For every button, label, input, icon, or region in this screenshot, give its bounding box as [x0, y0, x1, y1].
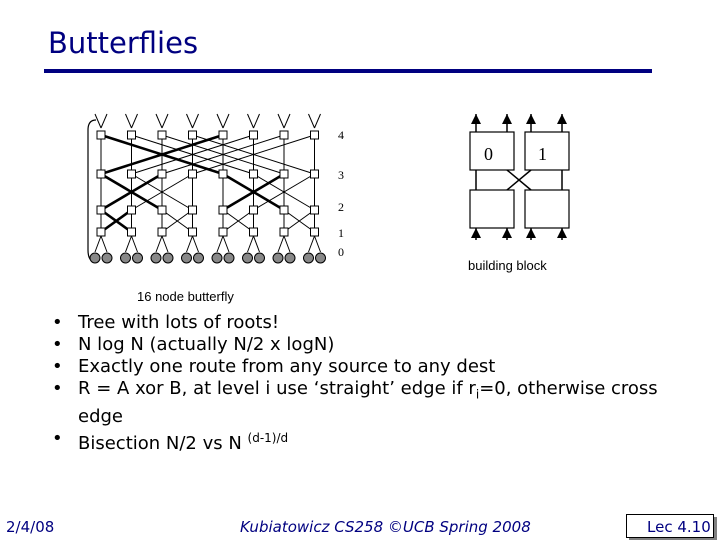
processor-node: [224, 253, 234, 263]
bullet-dot-icon: •: [52, 312, 63, 333]
root-arrow: [248, 114, 254, 128]
bullet-dot-icon: •: [52, 356, 63, 377]
level-label-2: 2: [338, 200, 344, 214]
processor-node: [102, 253, 112, 263]
level-label-3: 3: [338, 168, 344, 182]
bullet-item: • N log N (actually N/2 x logN): [52, 334, 335, 355]
leaf-edge: [156, 236, 162, 252]
leaf-edge: [126, 236, 132, 252]
switch-node: [97, 228, 105, 236]
switch-node: [219, 228, 227, 236]
leaf-edge: [95, 236, 101, 252]
switch-node: [250, 206, 258, 214]
root-arrow: [315, 114, 321, 128]
building-block: [470, 114, 569, 240]
switch-node: [219, 131, 227, 139]
processor-node: [182, 253, 192, 263]
switch-node: [158, 206, 166, 214]
bullet-item: • Exactly one route from any source to any dest: [52, 356, 496, 377]
switch-node: [128, 206, 136, 214]
footer-course: Kubiatowicz CS258 ©UCB Spring 2008: [240, 518, 531, 536]
switch-node: [311, 206, 319, 214]
leaf-edge: [162, 236, 168, 252]
switch-node: [158, 170, 166, 178]
level-label-4: 4: [338, 128, 344, 142]
switch-node: [280, 206, 288, 214]
root-arrow: [162, 114, 168, 128]
root-arrow: [223, 114, 229, 128]
block-switch-3: [525, 190, 569, 228]
leaf-edge: [284, 236, 290, 252]
root-arrow: [101, 114, 107, 128]
bullet-list: [52, 312, 682, 455]
level-labels: [338, 128, 344, 259]
switch-node: [158, 131, 166, 139]
processor-node: [212, 253, 222, 263]
switch-node: [128, 131, 136, 139]
leaf-edge: [309, 236, 315, 252]
processor-node: [273, 253, 283, 263]
block-switch-2: [470, 190, 514, 228]
switch-node: [97, 170, 105, 178]
switch-node: [311, 228, 319, 236]
switch-node: [189, 131, 197, 139]
butterfly-network: [88, 114, 326, 263]
root-arrow: [217, 114, 223, 128]
processor-node: [151, 253, 161, 263]
switch-node: [189, 206, 197, 214]
building-block-caption: building block: [468, 258, 547, 273]
leaf-edge: [254, 236, 260, 252]
root-arrow: [156, 114, 162, 128]
root-arrow: [126, 114, 132, 128]
leaf-edge: [248, 236, 254, 252]
processor-node: [194, 253, 204, 263]
footer-lecture: Lec 4.10: [647, 518, 711, 536]
root-arrow: [132, 114, 138, 128]
processor-node: [133, 253, 143, 263]
butterfly-caption: 16 node butterfly: [137, 289, 234, 304]
processor-node: [90, 253, 100, 263]
processor-node: [316, 253, 326, 263]
root-arrow: [95, 114, 101, 128]
slide-title: Butterflies: [48, 26, 199, 60]
bullet-item: • Tree with lots of roots!: [52, 312, 280, 333]
processor-node: [285, 253, 295, 263]
root-arrow: [309, 114, 315, 128]
processor-node: [243, 253, 253, 263]
leaf-edge: [217, 236, 223, 252]
leaf-edge: [101, 236, 107, 252]
switch-node: [311, 170, 319, 178]
switch-node: [280, 228, 288, 236]
switch-node: [280, 170, 288, 178]
leaf-edge: [278, 236, 284, 252]
root-arrow: [278, 114, 284, 128]
processor-node: [304, 253, 314, 263]
root-arrow: [284, 114, 290, 128]
root-arrow: [187, 114, 193, 128]
bullet-dot-icon: •: [52, 427, 63, 449]
switch-node: [97, 206, 105, 214]
bullet-item: • Bisection N/2 vs N $^{(d-1)/d}$: [52, 427, 289, 454]
footer-date: 2/4/08: [6, 518, 55, 536]
bullet-item: • R = A xor B, at level i use ‘straight’ edge if $r_i=0$, otherwise cross edge: [52, 378, 658, 427]
switch-node: [250, 131, 258, 139]
level-label-0: 0: [338, 245, 344, 259]
processor-node: [163, 253, 173, 263]
switch-node: [250, 170, 258, 178]
block-label-0: 0: [484, 144, 493, 164]
block-label-1: 1: [538, 144, 547, 164]
leaf-edge: [315, 236, 321, 252]
leaf-edge: [187, 236, 193, 252]
network-frame: [88, 120, 96, 262]
switch-node: [158, 228, 166, 236]
switch-node: [250, 228, 258, 236]
switch-node: [219, 170, 227, 178]
switch-node: [189, 228, 197, 236]
bullet-dot-icon: •: [52, 378, 63, 399]
processor-node: [121, 253, 131, 263]
bullet-dot-icon: •: [52, 334, 63, 355]
switch-node: [280, 131, 288, 139]
switch-node: [219, 206, 227, 214]
leaf-edge: [223, 236, 229, 252]
switch-node: [189, 170, 197, 178]
root-arrow: [254, 114, 260, 128]
switch-node: [128, 228, 136, 236]
leaf-edge: [132, 236, 138, 252]
level-label-1: 1: [338, 226, 344, 240]
leaf-edge: [193, 236, 199, 252]
switch-node: [128, 170, 136, 178]
switch-node: [311, 131, 319, 139]
processor-node: [255, 253, 265, 263]
block-switch-1: [525, 132, 569, 170]
root-arrow: [193, 114, 199, 128]
switch-node: [97, 131, 105, 139]
